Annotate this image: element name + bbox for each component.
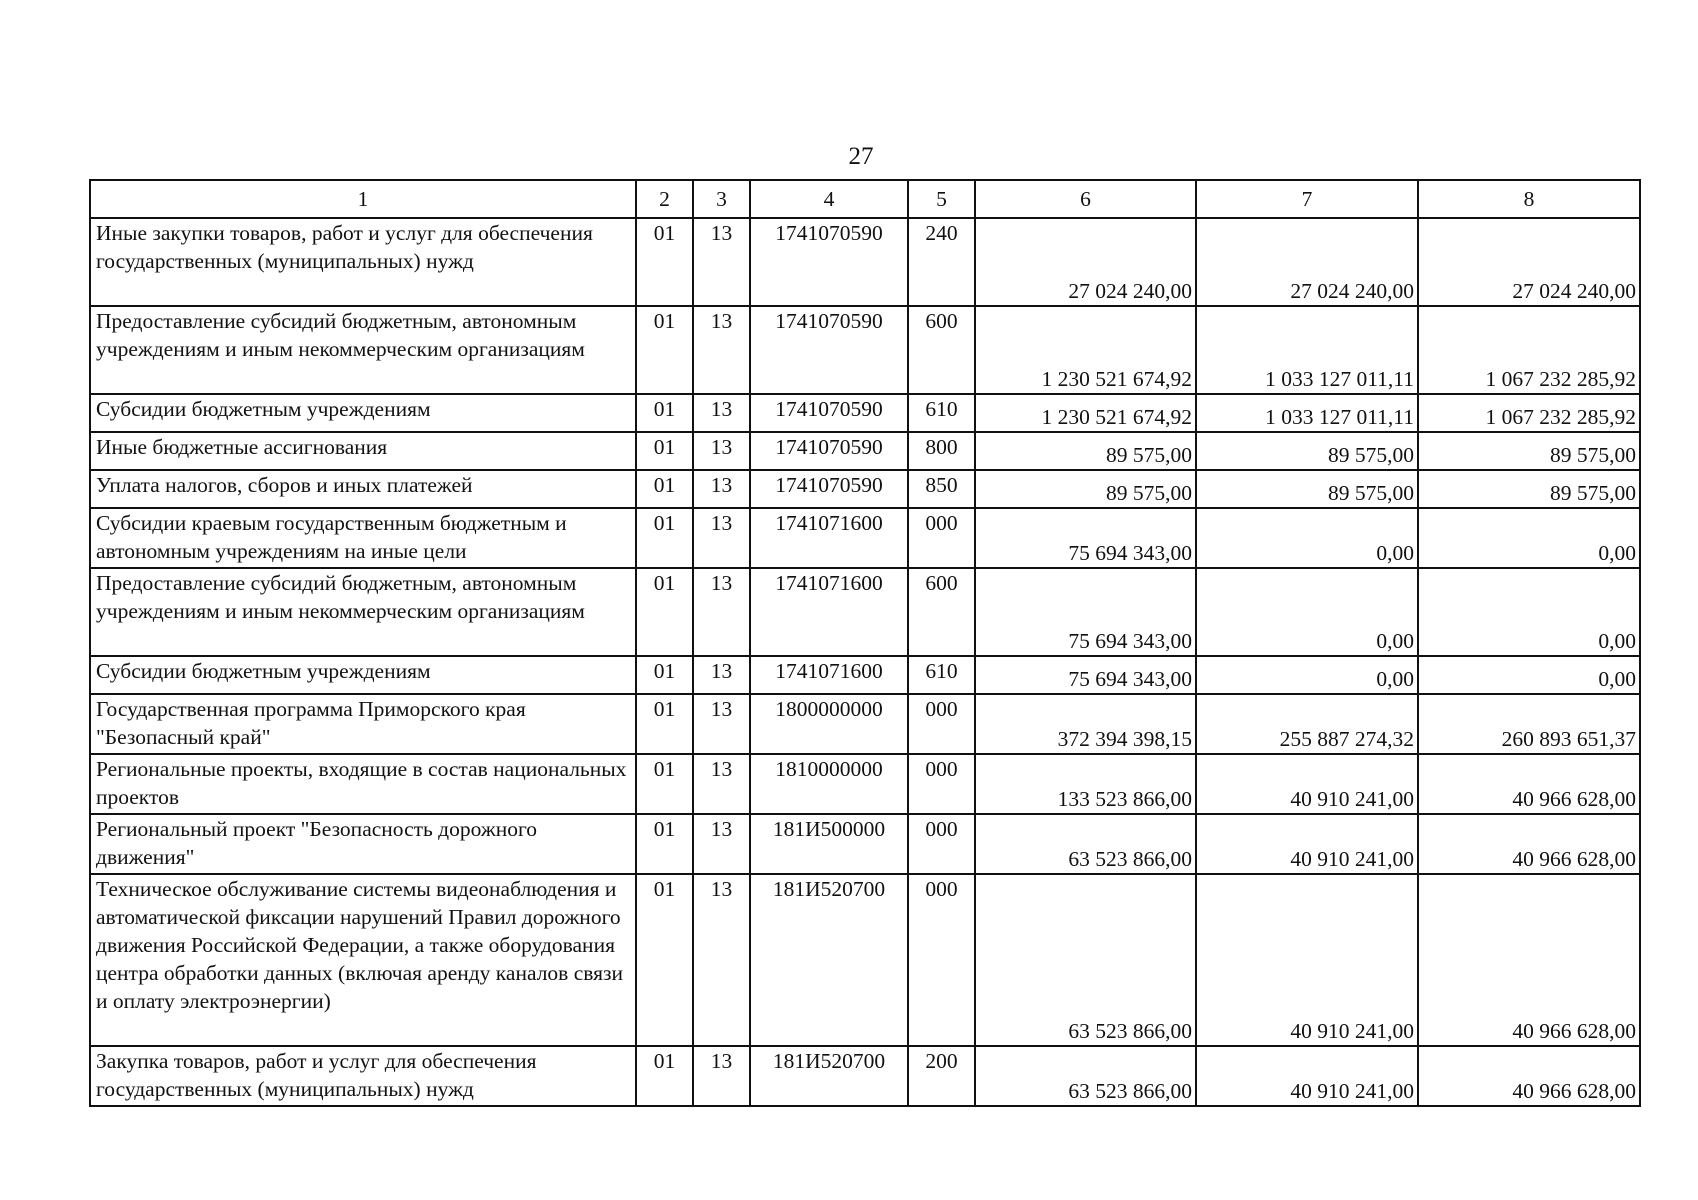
row-expense-type: 610 bbox=[908, 394, 975, 432]
row-amount-7: 0,00 bbox=[1196, 568, 1418, 656]
table-row bbox=[90, 874, 1640, 1046]
row-amount-8: 40 966 628,00 bbox=[1418, 874, 1640, 1046]
row-name: Региональный проект "Безопасность дорожного движения" bbox=[90, 814, 636, 874]
row-amount-6: 75 694 343,00 bbox=[975, 568, 1196, 656]
row-subsection: 13 bbox=[693, 508, 750, 568]
row-amount-7: 255 887 274,32 bbox=[1196, 694, 1418, 754]
row-subsection: 13 bbox=[693, 218, 750, 306]
table-row bbox=[90, 1046, 1640, 1106]
row-target-code: 1741071600 bbox=[750, 568, 908, 656]
row-section: 01 bbox=[636, 508, 693, 568]
row-subsection: 13 bbox=[693, 694, 750, 754]
row-amount-6: 133 523 866,00 bbox=[975, 754, 1196, 814]
row-amount-6: 89 575,00 bbox=[975, 432, 1196, 470]
row-subsection: 13 bbox=[693, 470, 750, 508]
row-target-code: 1741070590 bbox=[750, 432, 908, 470]
row-subsection: 13 bbox=[693, 306, 750, 394]
row-expense-type: 800 bbox=[908, 432, 975, 470]
table-row bbox=[90, 694, 1640, 754]
row-amount-8: 0,00 bbox=[1418, 568, 1640, 656]
row-amount-7: 40 910 241,00 bbox=[1196, 1046, 1418, 1106]
row-section: 01 bbox=[636, 218, 693, 306]
row-amount-8: 40 966 628,00 bbox=[1418, 1046, 1640, 1106]
row-subsection: 13 bbox=[693, 814, 750, 874]
row-amount-6: 1 230 521 674,92 bbox=[975, 394, 1196, 432]
row-name: Техническое обслуживание системы видеонаблюдения и автоматической фиксации нарушений Правил дорожного движения Российской Федерации, а также оборудования центра обработки данных (включая аренду каналов связи и оплату электроэнергии) bbox=[90, 874, 636, 1046]
row-name: Предоставление субсидий бюджетным, автономным учреждениям и иным некоммерческим организациям bbox=[90, 306, 636, 394]
row-amount-8: 0,00 bbox=[1418, 656, 1640, 694]
page-number: 27 bbox=[848, 143, 874, 170]
row-subsection: 13 bbox=[693, 432, 750, 470]
row-expense-type: 600 bbox=[908, 568, 975, 656]
row-amount-8: 89 575,00 bbox=[1418, 470, 1640, 508]
row-amount-7: 89 575,00 bbox=[1196, 432, 1418, 470]
row-expense-type: 240 bbox=[908, 218, 975, 306]
row-subsection: 13 bbox=[693, 754, 750, 814]
row-amount-6: 1 230 521 674,92 bbox=[975, 306, 1196, 394]
row-subsection: 13 bbox=[693, 1046, 750, 1106]
row-amount-7: 40 910 241,00 bbox=[1196, 754, 1418, 814]
table-row bbox=[90, 568, 1640, 656]
row-name: Уплата налогов, сборов и иных платежей bbox=[90, 470, 636, 508]
row-target-code: 1741070590 bbox=[750, 306, 908, 394]
row-amount-6: 63 523 866,00 bbox=[975, 814, 1196, 874]
row-amount-8: 40 966 628,00 bbox=[1418, 814, 1640, 874]
row-amount-8: 27 024 240,00 bbox=[1418, 218, 1640, 306]
table-row bbox=[90, 754, 1640, 814]
row-subsection: 13 bbox=[693, 656, 750, 694]
column-header: 6 bbox=[975, 180, 1196, 218]
row-expense-type: 610 bbox=[908, 656, 975, 694]
row-section: 01 bbox=[636, 306, 693, 394]
row-name: Субсидии бюджетным учреждениям bbox=[90, 394, 636, 432]
row-amount-8: 89 575,00 bbox=[1418, 432, 1640, 470]
row-name: Региональные проекты, входящие в состав национальных проектов bbox=[90, 754, 636, 814]
row-expense-type: 850 bbox=[908, 470, 975, 508]
row-target-code: 1741070590 bbox=[750, 470, 908, 508]
row-target-code: 1741070590 bbox=[750, 394, 908, 432]
row-expense-type: 000 bbox=[908, 874, 975, 1046]
row-expense-type: 000 bbox=[908, 508, 975, 568]
row-amount-7: 40 910 241,00 bbox=[1196, 814, 1418, 874]
row-expense-type: 000 bbox=[908, 814, 975, 874]
row-expense-type: 000 bbox=[908, 694, 975, 754]
row-amount-6: 27 024 240,00 bbox=[975, 218, 1196, 306]
row-name: Иные закупки товаров, работ и услуг для обеспечения государственных (муниципальных) нужд bbox=[90, 218, 636, 306]
row-target-code: 181И520700 bbox=[750, 874, 908, 1046]
row-expense-type: 000 bbox=[908, 754, 975, 814]
row-subsection: 13 bbox=[693, 394, 750, 432]
row-target-code: 181И520700 bbox=[750, 1046, 908, 1106]
table-row bbox=[90, 470, 1640, 508]
row-target-code: 1741070590 bbox=[750, 218, 908, 306]
row-target-code: 1741071600 bbox=[750, 656, 908, 694]
table-row bbox=[90, 432, 1640, 470]
row-name: Субсидии бюджетным учреждениям bbox=[90, 656, 636, 694]
row-amount-6: 89 575,00 bbox=[975, 470, 1196, 508]
row-target-code: 1741071600 bbox=[750, 508, 908, 568]
row-amount-6: 63 523 866,00 bbox=[975, 874, 1196, 1046]
row-amount-8: 0,00 bbox=[1418, 508, 1640, 568]
row-section: 01 bbox=[636, 1046, 693, 1106]
row-amount-6: 75 694 343,00 bbox=[975, 656, 1196, 694]
table-row bbox=[90, 508, 1640, 568]
row-amount-7: 40 910 241,00 bbox=[1196, 874, 1418, 1046]
row-amount-7: 0,00 bbox=[1196, 508, 1418, 568]
column-header: 2 bbox=[636, 180, 693, 218]
row-target-code: 1810000000 bbox=[750, 754, 908, 814]
row-amount-7: 1 033 127 011,11 bbox=[1196, 394, 1418, 432]
table-row bbox=[90, 306, 1640, 394]
row-name: Закупка товаров, работ и услуг для обеспечения государственных (муниципальных) нужд bbox=[90, 1046, 636, 1106]
row-section: 01 bbox=[636, 656, 693, 694]
row-expense-type: 600 bbox=[908, 306, 975, 394]
column-header: 3 bbox=[693, 180, 750, 218]
row-amount-6: 63 523 866,00 bbox=[975, 1046, 1196, 1106]
row-amount-8: 1 067 232 285,92 bbox=[1418, 394, 1640, 432]
row-amount-8: 1 067 232 285,92 bbox=[1418, 306, 1640, 394]
row-section: 01 bbox=[636, 394, 693, 432]
row-section: 01 bbox=[636, 754, 693, 814]
row-section: 01 bbox=[636, 568, 693, 656]
row-section: 01 bbox=[636, 694, 693, 754]
column-header: 8 bbox=[1418, 180, 1640, 218]
row-section: 01 bbox=[636, 874, 693, 1046]
table-row bbox=[90, 218, 1640, 306]
table-row bbox=[90, 814, 1640, 874]
row-subsection: 13 bbox=[693, 568, 750, 656]
row-name: Субсидии краевым государственным бюджетным и автономным учреждениям на иные цели bbox=[90, 508, 636, 568]
budget-table bbox=[89, 179, 1641, 1107]
row-amount-7: 1 033 127 011,11 bbox=[1196, 306, 1418, 394]
row-section: 01 bbox=[636, 432, 693, 470]
row-subsection: 13 bbox=[693, 874, 750, 1046]
column-header: 7 bbox=[1196, 180, 1418, 218]
row-amount-8: 260 893 651,37 bbox=[1418, 694, 1640, 754]
table-row bbox=[90, 656, 1640, 694]
row-section: 01 bbox=[636, 470, 693, 508]
table-row bbox=[90, 394, 1640, 432]
column-header: 5 bbox=[908, 180, 975, 218]
row-amount-6: 372 394 398,15 bbox=[975, 694, 1196, 754]
row-amount-7: 89 575,00 bbox=[1196, 470, 1418, 508]
row-name: Государственная программа Приморского края "Безопасный край" bbox=[90, 694, 636, 754]
row-name: Иные бюджетные ассигнования bbox=[90, 432, 636, 470]
column-header: 1 bbox=[90, 180, 636, 218]
column-header: 4 bbox=[750, 180, 908, 218]
row-expense-type: 200 bbox=[908, 1046, 975, 1106]
row-amount-7: 27 024 240,00 bbox=[1196, 218, 1418, 306]
row-section: 01 bbox=[636, 814, 693, 874]
row-amount-8: 40 966 628,00 bbox=[1418, 754, 1640, 814]
row-target-code: 181И500000 bbox=[750, 814, 908, 874]
row-name: Предоставление субсидий бюджетным, автономным учреждениям и иным некоммерческим организациям bbox=[90, 568, 636, 656]
row-amount-6: 75 694 343,00 bbox=[975, 508, 1196, 568]
row-amount-7: 0,00 bbox=[1196, 656, 1418, 694]
row-target-code: 1800000000 bbox=[750, 694, 908, 754]
table-header-row bbox=[90, 180, 1640, 218]
